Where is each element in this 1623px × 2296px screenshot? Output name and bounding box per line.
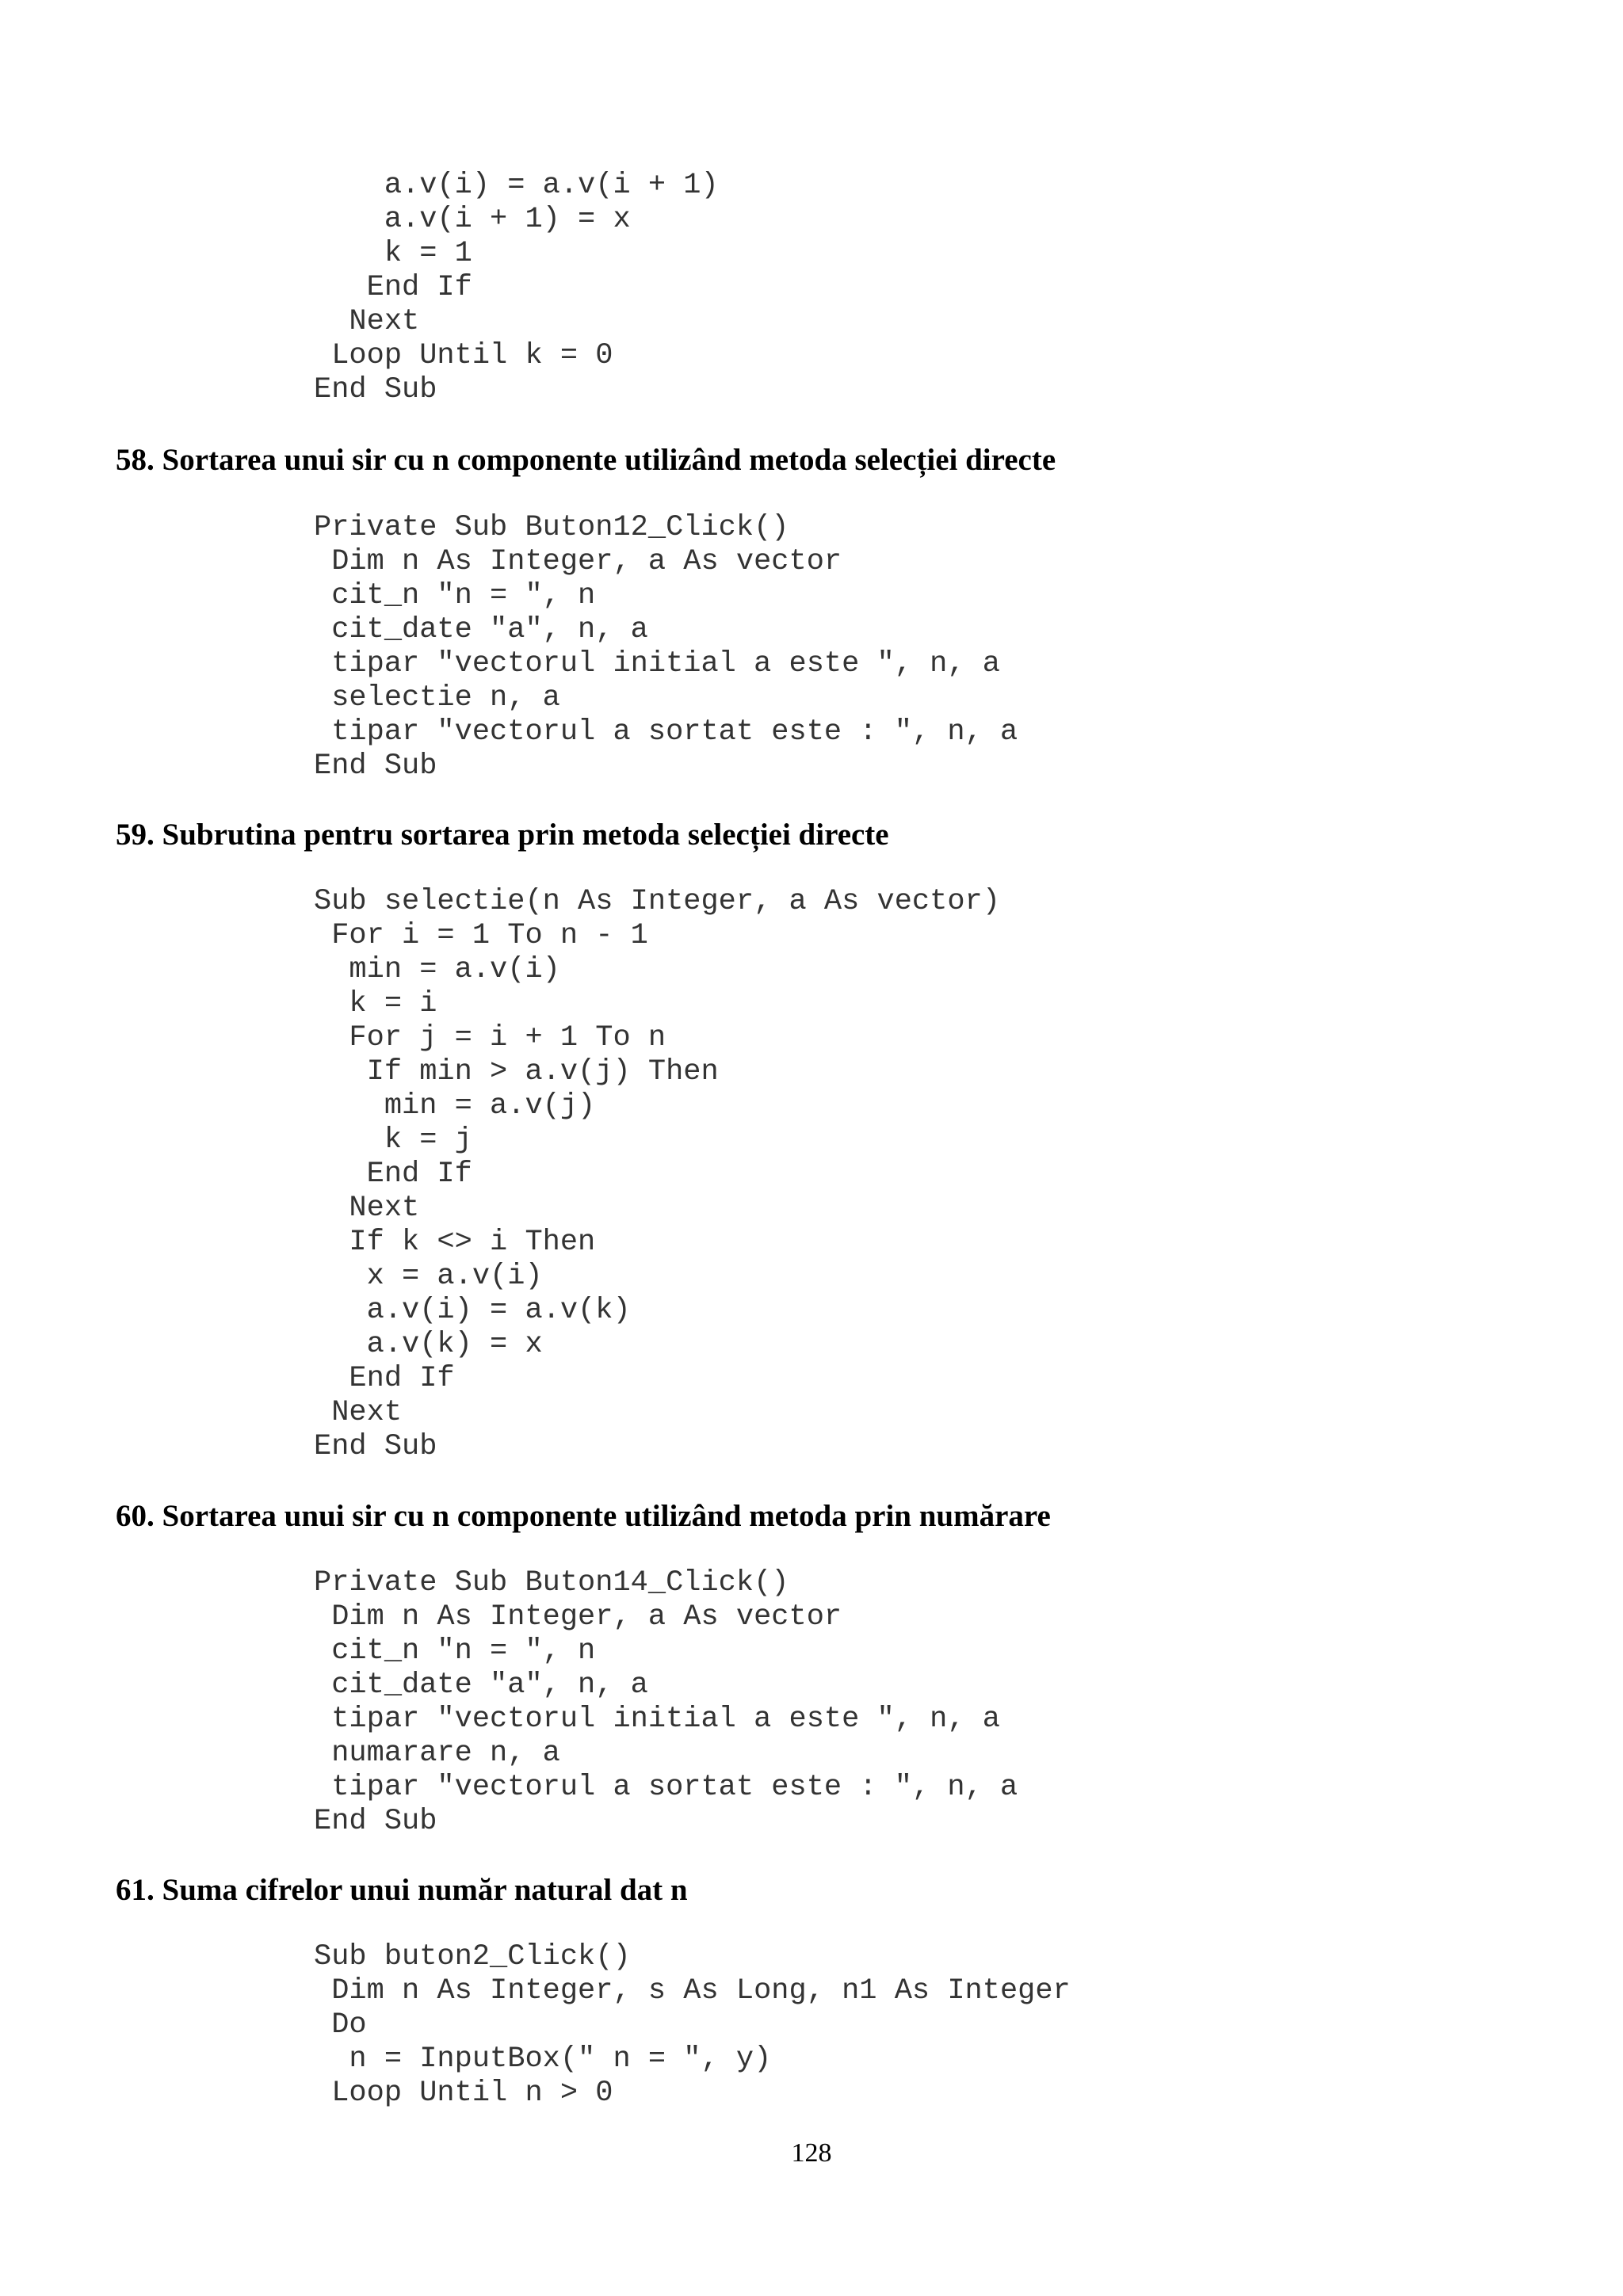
code-line: Private Sub Buton14_Click(): [314, 1566, 789, 1600]
code-line: tipar "vectorul initial a este ", n, a: [314, 647, 1000, 681]
code-line: a.v(i + 1) = x: [314, 203, 631, 236]
code-line: x = a.v(i): [314, 1260, 543, 1293]
code-line: cit_n "n = ", n: [314, 1634, 596, 1668]
code-line: min = a.v(i): [314, 953, 560, 986]
code-line: cit_date "a", n, a: [314, 1669, 648, 1702]
code-block-57-continuation: [314, 169, 719, 407]
code-line: k = i: [314, 987, 437, 1020]
code-block-59: [314, 885, 1000, 1464]
code-line: End If: [314, 271, 472, 304]
code-line: tipar "vectorul initial a este ", n, a: [314, 1703, 1000, 1736]
code-line: a.v(k) = x: [314, 1328, 543, 1361]
code-line: End Sub: [314, 749, 437, 783]
code-line: Loop Until n > 0: [314, 2077, 613, 2110]
code-line: Dim n As Integer, a As vector: [314, 1600, 842, 1634]
page-number: 128: [791, 2138, 832, 2168]
code-line: Dim n As Integer, a As vector: [314, 545, 842, 578]
code-line: Loop Until k = 0: [314, 339, 613, 372]
section-heading-58: 58. Sortarea unui sir cu n componente utilizând metoda selecției directe: [116, 443, 1056, 477]
code-block-58: [314, 511, 1018, 784]
code-line: If min > a.v(j) Then: [314, 1055, 719, 1089]
code-line: End Sub: [314, 373, 437, 406]
code-line: Private Sub Buton12_Click(): [314, 511, 789, 544]
code-line: End Sub: [314, 1430, 437, 1463]
code-line: End If: [314, 1158, 472, 1191]
code-line: For i = 1 To n - 1: [314, 919, 648, 952]
code-line: Dim n As Integer, s As Long, n1 As Integer: [314, 1974, 1071, 2008]
code-line: a.v(i) = a.v(i + 1): [314, 169, 719, 202]
code-line: n = InputBox(" n = ", y): [314, 2042, 772, 2076]
code-line: k = j: [314, 1123, 472, 1157]
code-line: For j = i + 1 To n: [314, 1021, 666, 1055]
code-line: k = 1: [314, 237, 472, 270]
code-line: Sub buton2_Click(): [314, 1940, 631, 1974]
code-line: cit_date "a", n, a: [314, 613, 648, 646]
code-line: tipar "vectorul a sortat este : ", n, a: [314, 715, 1018, 749]
code-line: Next: [314, 1192, 420, 1225]
code-line: a.v(i) = a.v(k): [314, 1294, 631, 1327]
code-line: tipar "vectorul a sortat este : ", n, a: [314, 1771, 1018, 1804]
code-line: cit_n "n = ", n: [314, 579, 596, 612]
section-heading-60: 60. Sortarea unui sir cu n componente utilizând metoda prin numărare: [116, 1499, 1051, 1533]
section-heading-61: 61. Suma cifrelor unui număr natural dat n: [116, 1873, 688, 1907]
code-line: numarare n, a: [314, 1737, 560, 1770]
code-line: End If: [314, 1362, 455, 1395]
section-heading-59: 59. Subrutina pentru sortarea prin metoda selecției directe: [116, 818, 889, 852]
code-line: Next: [314, 305, 420, 338]
code-line: Next: [314, 1396, 403, 1429]
code-line: End Sub: [314, 1805, 437, 1838]
code-line: min = a.v(j): [314, 1089, 596, 1123]
code-line: Sub selectie(n As Integer, a As vector): [314, 885, 1000, 918]
code-block-61: [314, 1940, 1071, 2111]
code-line: If k <> i Then: [314, 1226, 596, 1259]
code-block-60: [314, 1566, 1018, 1839]
code-line: Do: [314, 2008, 367, 2042]
code-line: selectie n, a: [314, 681, 560, 715]
